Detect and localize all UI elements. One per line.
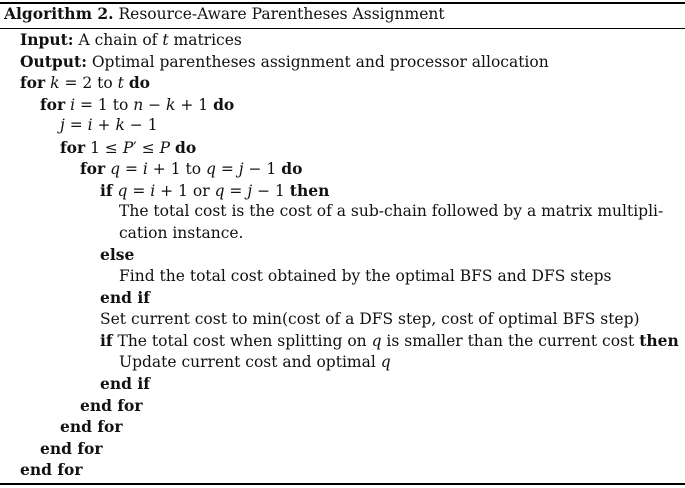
bottom-rule	[0, 483, 685, 485]
end-if-line-1: end if	[100, 288, 150, 307]
bfs-dfs-line: Find the total cost obtained by the optimal BFS and DFS steps	[119, 266, 612, 285]
output-line: Output: Optimal parentheses assignment and processor allocation	[20, 51, 549, 71]
loop-p-line: for 1 ≤ P′ ≤ P do	[60, 137, 197, 157]
loop-q-line: for q = i + 1 to q = j − 1 do	[80, 159, 303, 178]
else-line: else	[100, 245, 135, 264]
loop-i-line: for i = 1 to n − k + 1 do	[40, 94, 235, 114]
algorithm-title: Resource-Aware Parentheses Assignment	[118, 5, 445, 23]
end-for-k: end for	[20, 460, 83, 479]
output-keyword: Output:	[20, 51, 87, 71]
assign-j-line: j = i + k − 1	[60, 116, 158, 134]
algorithm-number: Algorithm 2.	[4, 4, 114, 23]
end-for-p: end for	[60, 417, 123, 436]
algorithm-caption	[4, 4, 445, 24]
loop-k-line: for k = 2 to t do	[20, 73, 151, 92]
set-cost-line: Set current cost to min(cost of a DFS step, cost of optimal BFS step)	[100, 309, 640, 328]
input-line: Input: A chain of t matrices	[20, 30, 242, 49]
update-line: Update current cost and optimal q	[119, 352, 391, 371]
end-for-q: end for	[80, 395, 143, 415]
end-for-i: end for	[40, 438, 103, 458]
if-q-line: if q = i + 1 or q = j − 1 then	[100, 180, 330, 200]
subchain-cost-line: The total cost is the cost of a sub-chain followed by a matrix multipli- cation instance.	[119, 202, 664, 242]
input-keyword: Input:	[20, 30, 74, 49]
end-if-line-2: end if	[100, 374, 150, 393]
if-split-line: if The total cost when splitting on q is smaller than the current cost then	[100, 331, 679, 350]
